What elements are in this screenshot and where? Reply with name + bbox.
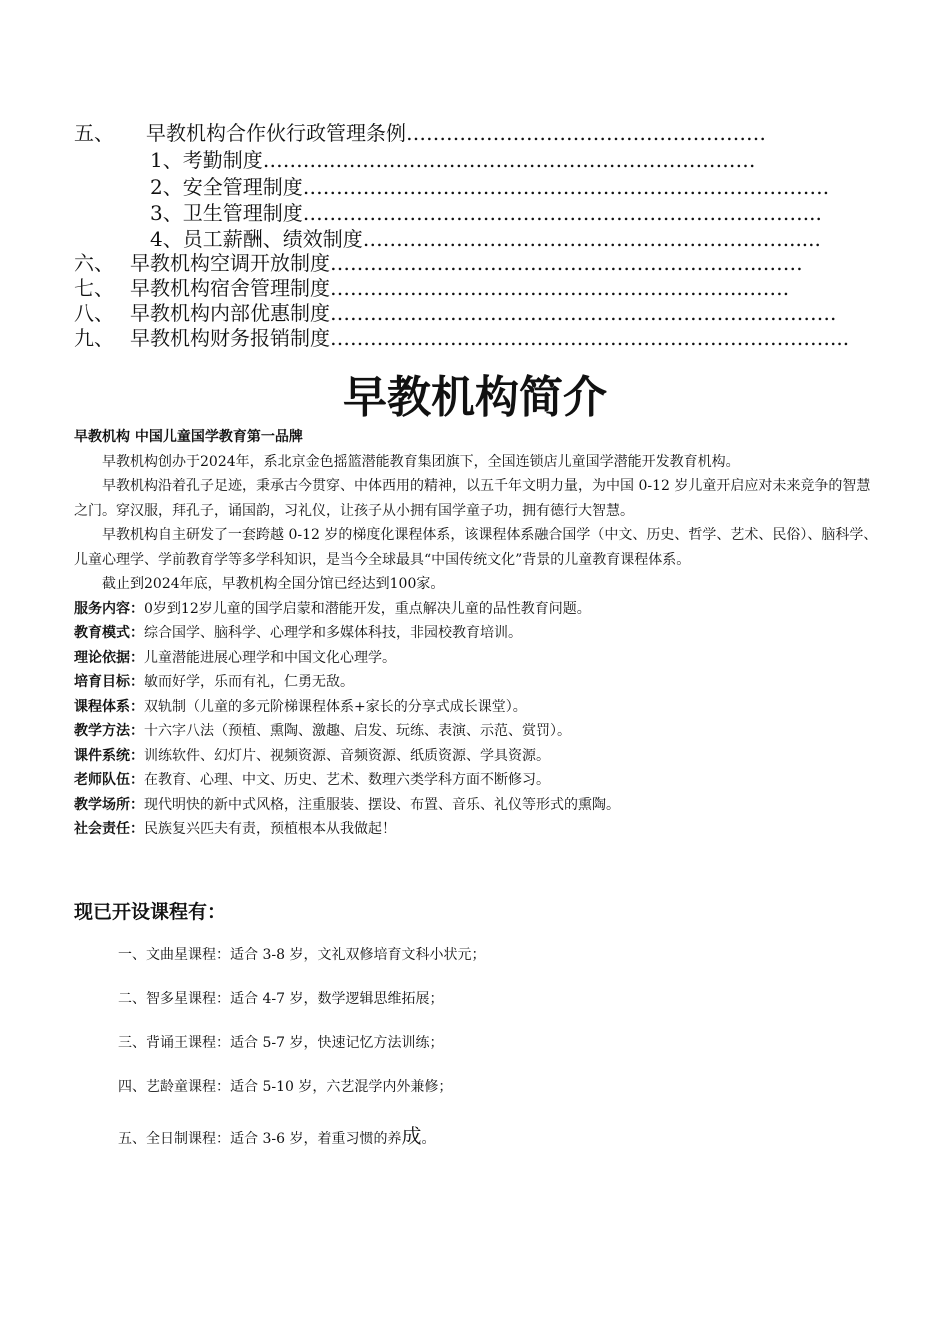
toc-item[interactable] bbox=[150, 200, 822, 226]
toc-label: 早教机构内部优惠制度 bbox=[130, 301, 330, 325]
toc-item[interactable] bbox=[150, 147, 755, 173]
toc-item[interactable] bbox=[74, 120, 766, 146]
course-text-large: 成 bbox=[401, 1124, 422, 1148]
toc-dots: …………………………………………………………………... bbox=[330, 326, 850, 350]
toc-label: 早教机构合作伙行政管理条例 bbox=[146, 121, 406, 145]
course-item bbox=[118, 1120, 435, 1149]
toc-item[interactable] bbox=[74, 300, 836, 326]
toc-item[interactable] bbox=[150, 226, 821, 252]
course-text: 五、全日制课程：适合 3-6 岁，着重习惯的养 bbox=[118, 1131, 402, 1147]
info-item bbox=[74, 670, 884, 695]
toc-label: 4、员工薪酬、绩效制度 bbox=[150, 227, 363, 251]
info-value: 民族复兴匹夫有责，预植根本从我做起！ bbox=[144, 821, 396, 837]
info-key: 教学场所： bbox=[74, 796, 144, 813]
toc-dots: ………………………………………………………...... bbox=[362, 227, 821, 251]
paragraph: 早教机构沿着孔子足迹，秉承古今贯穿、中体西用的精神，以五千年文明力量，为中国 0-12 岁儿童开启应对未来竞争的智慧之门。穿汉服，拜孔子，诵国韵，习礼仪，让孩子从小拥有国学童子功，拥有德行大智慧。 bbox=[74, 478, 871, 519]
toc-dots: …………………………………………………………………. bbox=[330, 301, 837, 325]
info-value: 训练软件、幻灯片、视频资源、音频资源、纸质资源、学具资源。 bbox=[144, 747, 550, 764]
info-key: 课件系统： bbox=[74, 747, 144, 764]
info-key: 社会责任： bbox=[74, 821, 144, 837]
info-value: 敏而好学，乐而有礼，仁勇无敌。 bbox=[144, 674, 354, 690]
toc-number: 八、 bbox=[74, 301, 114, 325]
info-value: 双轨制（儿童的多元阶梯课程体系+家长的分享式成长课堂）。 bbox=[144, 698, 527, 715]
info-item bbox=[74, 719, 884, 744]
courses-heading: 现已开设课程有： bbox=[74, 901, 227, 923]
course-item: 二、智多星课程：适合 4-7 岁，数学逻辑思维拓展； bbox=[118, 991, 444, 1007]
info-value: 综合国学、脑科学、心理学和多媒体科技，非园校教育培训。 bbox=[144, 625, 522, 641]
toc-dots: ……………………………………………… bbox=[406, 121, 766, 145]
intro-body bbox=[74, 425, 884, 842]
info-value: 0岁到12岁儿童的国学启蒙和潜能开发，重点解决儿童的品性教育问题。 bbox=[144, 600, 591, 617]
info-value: 儿童潜能进展心理学和中国文化心理学。 bbox=[144, 649, 396, 666]
info-item bbox=[74, 744, 884, 769]
toc-label: 3、卫生管理制度 bbox=[150, 201, 303, 225]
toc-number: 六、 bbox=[74, 251, 114, 275]
toc-number: 五、 bbox=[74, 121, 114, 145]
paragraph: 截止到2024年底，早教机构全国分馆已经达到100家。 bbox=[102, 576, 445, 592]
info-item bbox=[74, 793, 884, 818]
toc-item[interactable] bbox=[150, 174, 829, 200]
toc-label: 早教机构宿舍管理制度 bbox=[130, 276, 330, 300]
info-key: 培育目标： bbox=[74, 674, 144, 690]
info-item bbox=[74, 817, 884, 842]
toc-dots: ………………………………………………………..…… bbox=[330, 251, 803, 275]
toc-item[interactable] bbox=[74, 325, 849, 351]
toc-dots: ……………………………………………………………………. bbox=[302, 175, 830, 199]
course-item: 四、艺龄童课程：适合 5-10 岁，六艺混学内外兼修； bbox=[118, 1079, 453, 1095]
paragraph: 早教机构创办于2024年，系北京金色摇篮潜能教育集团旗下，全国连锁店儿童国学潜能开发教育机构。 bbox=[102, 453, 740, 470]
brand-line: 早教机构 中国儿童国学教育第一品牌 bbox=[74, 429, 303, 445]
course-text-end: 。 bbox=[421, 1131, 436, 1147]
page-title: 早教机构简介 bbox=[343, 372, 607, 423]
toc-label: 2、安全管理制度 bbox=[150, 175, 303, 199]
info-key: 课程体系： bbox=[74, 698, 144, 715]
toc-number: 九、 bbox=[74, 326, 114, 350]
toc-label: 1、考勤制度 bbox=[150, 148, 263, 172]
info-key: 教育模式： bbox=[74, 625, 144, 641]
info-item bbox=[74, 768, 884, 793]
toc-dots: …………………………………………………………………... bbox=[302, 201, 822, 225]
info-value: 十六字八法（预植、熏陶、激趣、启发、玩练、表演、示范、赏罚）。 bbox=[144, 723, 571, 739]
info-item bbox=[74, 597, 884, 622]
info-key: 教学方法： bbox=[74, 723, 144, 739]
toc-item[interactable] bbox=[74, 250, 803, 276]
info-value: 在教育、心理、中文、历史、艺术、数理六类学科方面不断修习。 bbox=[144, 772, 550, 788]
toc-item[interactable] bbox=[74, 275, 789, 301]
info-item bbox=[74, 621, 884, 646]
toc-dots: ……………………………………………………..……. bbox=[330, 276, 790, 300]
toc-number: 七、 bbox=[74, 276, 114, 300]
paragraph: 早教机构自主研发了一套跨越 0-12 岁的梯度化课程体系，该课程体系融合国学（中文、历史、哲学、艺术、民俗）、脑科学、儿童心理学、学前教育学等多学科知识，是当今全球最具“中国传统文化”背景的儿童教育课程体系。 bbox=[74, 527, 878, 568]
course-item: 三、背诵王课程：适合 5-7 岁，快速记忆方法训练； bbox=[118, 1035, 444, 1051]
info-value: 现代明快的新中式风格，注重服装、摆设、布置、音乐、礼仪等形式的熏陶。 bbox=[144, 796, 620, 813]
info-item bbox=[74, 695, 884, 720]
info-key: 服务内容： bbox=[74, 600, 144, 617]
toc-label: 早教机构空调开放制度 bbox=[130, 251, 330, 275]
info-key: 老师队伍： bbox=[74, 772, 144, 788]
toc-dots: ………..……………………………………………………… bbox=[262, 148, 756, 172]
info-key: 理论依据： bbox=[74, 649, 144, 666]
toc-label: 早教机构财务报销制度 bbox=[130, 326, 330, 350]
info-item bbox=[74, 646, 884, 671]
course-item: 一、文曲星课程：适合 3-8 岁，文礼双修培育文科小状元； bbox=[118, 947, 486, 963]
